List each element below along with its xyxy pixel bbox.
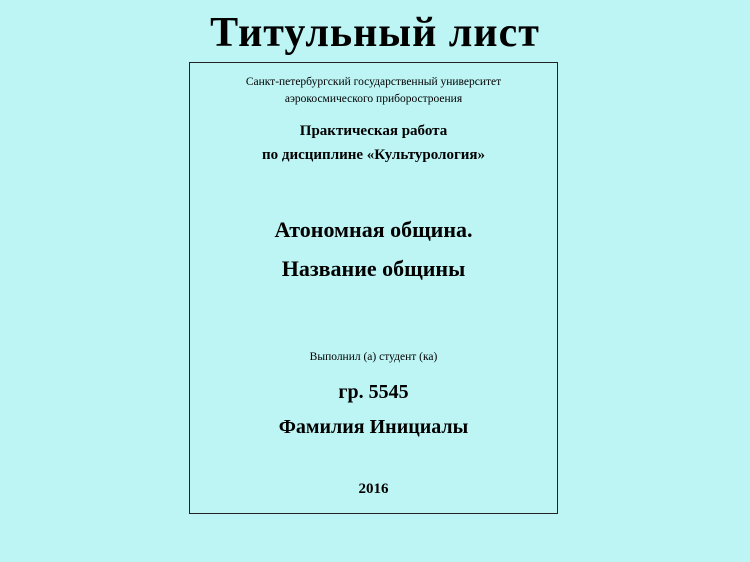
topic-line-1: Атономная община.: [274, 217, 473, 242]
author-name: Фамилия Инициалы: [278, 416, 469, 438]
topic-block: [190, 211, 557, 288]
slide-title: Титульный лист: [210, 10, 540, 56]
title-page-sheet: [189, 62, 558, 514]
group-number: гр. 5545: [338, 381, 409, 403]
university-name-line-2: аэрокосмического приборостроения: [284, 92, 463, 105]
topic-line-2: Название общины: [281, 255, 466, 281]
work-type-block: [190, 119, 557, 167]
author-label: Выполнил (а) студент (ка): [309, 351, 438, 363]
discipline: по дисциплине «Культурология»: [261, 147, 486, 163]
year: 2016: [358, 481, 389, 497]
university-name-line-1: Санкт-петербургский государственный университет: [245, 76, 502, 88]
work-type: Практическая работа: [299, 123, 448, 139]
university-name: [190, 74, 557, 107]
title-page-content: [190, 63, 557, 513]
author-block: [190, 375, 557, 445]
